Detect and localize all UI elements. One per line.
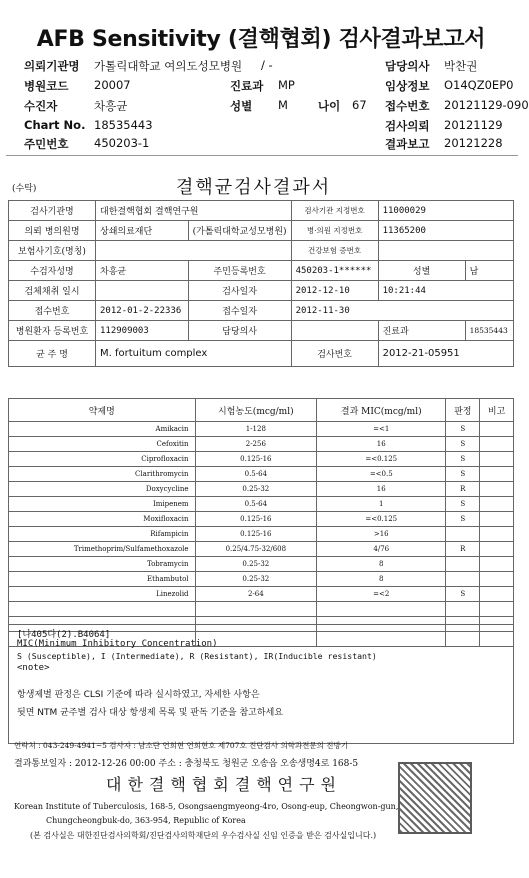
drug-judgement: S <box>446 587 480 602</box>
drug-remark <box>480 557 514 572</box>
drug-name: Ethambutol <box>9 572 196 587</box>
drug-table <box>8 398 514 647</box>
label-patient: 수진자 <box>24 99 58 113</box>
drug-row <box>9 587 514 602</box>
value-patient: 차흥균 <box>94 99 128 113</box>
lab-no: 11000029 <box>378 201 513 221</box>
value-clinical-info: O14QZ0EP0 <box>444 78 514 92</box>
label-report-date: 결과보고 <box>385 137 430 151</box>
drug-range: 1-128 <box>195 422 317 437</box>
drug-row <box>9 497 514 512</box>
dept-label: 진료과 <box>378 321 465 341</box>
drug-remark <box>480 542 514 557</box>
drug-remark <box>480 467 514 482</box>
notes-mic: MIC(Minimum Inhibitory Concentration) <box>17 639 218 649</box>
label-chart-no: Chart No. <box>24 118 86 132</box>
value-hospital-code: 20007 <box>94 78 131 92</box>
drug-row <box>9 452 514 467</box>
lab-no-label: 검사기관 지정번호 <box>291 201 378 221</box>
empty-cell <box>195 602 317 617</box>
drug-range: 0.5-64 <box>195 467 317 482</box>
sex-value: 남 <box>465 261 513 281</box>
value-ward: / - <box>261 58 273 72</box>
empty-cell <box>480 602 514 617</box>
drug-row <box>9 422 514 437</box>
drug-mic: 16 <box>317 482 446 497</box>
drug-remark <box>480 482 514 497</box>
drug-row <box>9 512 514 527</box>
resident-no: 450203-1****** <box>291 261 378 281</box>
test-no: 2012-21-05951 <box>378 341 513 367</box>
drug-name: Imipenem <box>9 497 196 512</box>
notes-note: <note> <box>17 663 50 673</box>
drug-header-2: 결과 MIC(mcg/ml) <box>317 399 446 422</box>
dept-value: 18535443 <box>465 321 513 341</box>
drug-header-1: 시험농도(mcg/ml) <box>195 399 317 422</box>
official-seal <box>398 762 472 834</box>
value-resident-no: 450203-1 <box>94 136 150 150</box>
label-age: 나이 <box>318 99 341 113</box>
footer-cert: (본 검사실은 대한진단검사의학회/진단검사의학재단의 우수검사실 신임 인증을 받은 검사실입니다.) <box>30 831 377 840</box>
drug-range: 2-64 <box>195 587 317 602</box>
footer-org-en-2: Chungcheongbuk-do, 363-954, Republic of Korea <box>46 816 246 825</box>
report-subtitle: 결핵균검사결과서 <box>176 177 332 198</box>
regno-label: 병원환자 등록번호 <box>9 321 96 341</box>
value-doctor: 박찬권 <box>444 59 478 73</box>
doctor-label: 담당의사 <box>188 321 291 341</box>
drug-judgement: R <box>446 542 480 557</box>
drug-row <box>9 467 514 482</box>
drug-remark <box>480 527 514 542</box>
accept-date-label: 접수일자 <box>188 301 291 321</box>
drug-name: Clarithromycin <box>9 467 196 482</box>
empty-cell <box>446 602 480 617</box>
accept-label: 접수번호 <box>9 301 96 321</box>
hospital-name-2: (가톨릭대학교성모병원) <box>188 221 291 241</box>
drug-mic: =<1 <box>317 422 446 437</box>
value-report-date: 20121228 <box>444 136 503 150</box>
test-no-label: 검사번호 <box>291 341 378 367</box>
drug-range: 0.25-32 <box>195 557 317 572</box>
drug-judgement: S <box>446 467 480 482</box>
drug-mic: 16 <box>317 437 446 452</box>
hospital-name: 상쇄의료재단 <box>96 221 189 241</box>
drug-header-4: 비고 <box>480 399 514 422</box>
notes-legend: S (Susceptible), I (Intermediate), R (Resistant), IR(Inducible resistant) <box>17 651 377 661</box>
examinee-name: 차흥균 <box>96 261 189 281</box>
drug-judgement <box>446 527 480 542</box>
notes-box <box>8 624 514 744</box>
drug-mic: =<0.125 <box>317 452 446 467</box>
drug-remark <box>480 512 514 527</box>
drug-range: 0.5-64 <box>195 497 317 512</box>
drug-range: 2-256 <box>195 437 317 452</box>
drug-mic: 8 <box>317 557 446 572</box>
drug-row <box>9 482 514 497</box>
insurance-label: 보험사기호(명칭) <box>9 241 96 261</box>
value-accession: 20121129-090 <box>444 98 529 112</box>
drug-mic: =<0.5 <box>317 467 446 482</box>
drug-row <box>9 572 514 587</box>
drug-mic: 8 <box>317 572 446 587</box>
label-accession: 접수번호 <box>385 99 430 113</box>
label-sex: 성별 <box>230 99 253 113</box>
report-title: AFB Sensitivity (결핵협회) 검사결과보고서 <box>36 27 486 52</box>
collect-label: 검체채취 일시 <box>9 281 96 301</box>
notes-line-2: 뒷면 NTM 균주별 검사 대상 항생제 목록 및 판독 기준을 참고하세요 <box>17 708 283 718</box>
value-sex: M <box>278 98 288 112</box>
drug-mic: >16 <box>317 527 446 542</box>
label-clinical-info: 임상정보 <box>385 79 430 93</box>
drug-name: Ciprofloxacin <box>9 452 196 467</box>
hospital-no: 11365200 <box>378 221 513 241</box>
drug-name: Moxifloxacin <box>9 512 196 527</box>
lab-name-label: 검사기관명 <box>9 201 96 221</box>
examinee-label: 수검자성명 <box>9 261 96 281</box>
accept-date: 2012-11-30 <box>291 301 513 321</box>
drug-judgement: S <box>446 512 480 527</box>
drug-range: 0.125-16 <box>195 452 317 467</box>
insurance-value <box>96 241 292 261</box>
drug-remark <box>480 452 514 467</box>
label-hospital-code: 병원코드 <box>24 79 69 93</box>
sex-label: 성별 <box>378 261 465 281</box>
label-institution: 의뢰기관명 <box>24 59 80 73</box>
drug-mic: 4/76 <box>317 542 446 557</box>
drug-remark <box>480 422 514 437</box>
drug-name: Cefoxitin <box>9 437 196 452</box>
footer-report-date: 결과통보일자 : 2012-12-26 00:00 주소 : 충청북도 청원군 오송읍 오송생명4로 168-5 <box>14 759 359 769</box>
label-request-date: 검사의뢰 <box>385 119 430 133</box>
exam-date: 2012-12-10 <box>291 281 378 301</box>
footer-phone: 연락처 : 043-249-4941~5 검사자 : 남소단 연희현 연희현호 제707호 진단검사 의학과전문의 진방기 <box>14 741 349 750</box>
drug-remark <box>480 587 514 602</box>
value-institution: 가톨릭대학교 여의도성모병원 <box>94 59 243 73</box>
footer-org-en: Korean Institute of Tuberculosis, 168-5, Osongsaengmyeong-4ro, Osong-eup, Cheongwon-gun, <box>14 802 399 811</box>
resident-label: 주민등록번호 <box>188 261 291 281</box>
health-ins-label: 건강보험 증번호 <box>291 241 378 261</box>
empty-cell <box>317 602 446 617</box>
scanned-report <box>6 166 518 876</box>
drug-name: Linezolid <box>9 587 196 602</box>
hospital-no-label: 병·의원 지정번호 <box>291 221 378 241</box>
drug-name: Trimethoprim/Sulfamethoxazole <box>9 542 196 557</box>
species-label: 균 주 명 <box>9 341 96 367</box>
value-age: 67 <box>352 98 367 112</box>
value-chart-no: 18535443 <box>94 118 153 132</box>
drug-range: 0.25-32 <box>195 482 317 497</box>
label-department: 진료과 <box>230 79 264 93</box>
drug-name: Doxycycline <box>9 482 196 497</box>
drug-judgement: S <box>446 437 480 452</box>
drug-judgement: R <box>446 482 480 497</box>
lab-name: 대한결핵협회 결핵연구원 <box>96 201 292 221</box>
value-department: MP <box>278 78 295 92</box>
drug-range: 0.25-32 <box>195 572 317 587</box>
receipt-mark: (수탁) <box>12 184 37 194</box>
label-resident-no: 주민번호 <box>24 137 69 151</box>
collect-value <box>96 281 189 301</box>
drug-row-empty <box>9 602 514 617</box>
drug-judgement <box>446 572 480 587</box>
drug-range: 0.125-16 <box>195 527 317 542</box>
drug-name: Rifampicin <box>9 527 196 542</box>
empty-cell <box>9 602 196 617</box>
drug-row <box>9 527 514 542</box>
drug-mic: =<0.125 <box>317 512 446 527</box>
drug-mic: =<2 <box>317 587 446 602</box>
drug-remark <box>480 572 514 587</box>
drug-remark <box>480 437 514 452</box>
value-request-date: 20121129 <box>444 118 503 132</box>
drug-name: Amikacin <box>9 422 196 437</box>
regno: 112909003 <box>96 321 189 341</box>
drug-header-3: 판정 <box>446 399 480 422</box>
drug-row <box>9 437 514 452</box>
drug-mic: 1 <box>317 497 446 512</box>
exam-time: 10:21:44 <box>378 281 513 301</box>
exam-date-label: 검사일자 <box>188 281 291 301</box>
species-name: M. fortuitum complex <box>96 341 292 367</box>
accept-no: 2012-01-2-22336 <box>96 301 189 321</box>
notes-code: [나405다(2).B4064] <box>17 630 111 640</box>
drug-judgement: S <box>446 497 480 512</box>
drug-judgement: S <box>446 452 480 467</box>
info-table <box>8 200 514 367</box>
drug-row <box>9 557 514 572</box>
drug-judgement <box>446 557 480 572</box>
notes-line-1: 항생제별 판정은 CLSI 기준에 따라 실시하였고, 자세한 사항은 <box>17 690 260 700</box>
label-doctor: 담당의사 <box>385 59 430 73</box>
drug-name: Tobramycin <box>9 557 196 572</box>
drug-remark <box>480 497 514 512</box>
drug-range: 0.125-16 <box>195 512 317 527</box>
health-ins-value <box>378 241 513 261</box>
header-divider <box>6 155 518 156</box>
drug-header-0: 약제명 <box>9 399 196 422</box>
hospital-label: 의뢰 병의원명 <box>9 221 96 241</box>
drug-row <box>9 542 514 557</box>
doctor-value <box>291 321 378 341</box>
footer-org: 대한결핵협회결핵연구원 <box>106 775 343 794</box>
drug-range: 0.25/4.75-32/608 <box>195 542 317 557</box>
drug-judgement: S <box>446 422 480 437</box>
